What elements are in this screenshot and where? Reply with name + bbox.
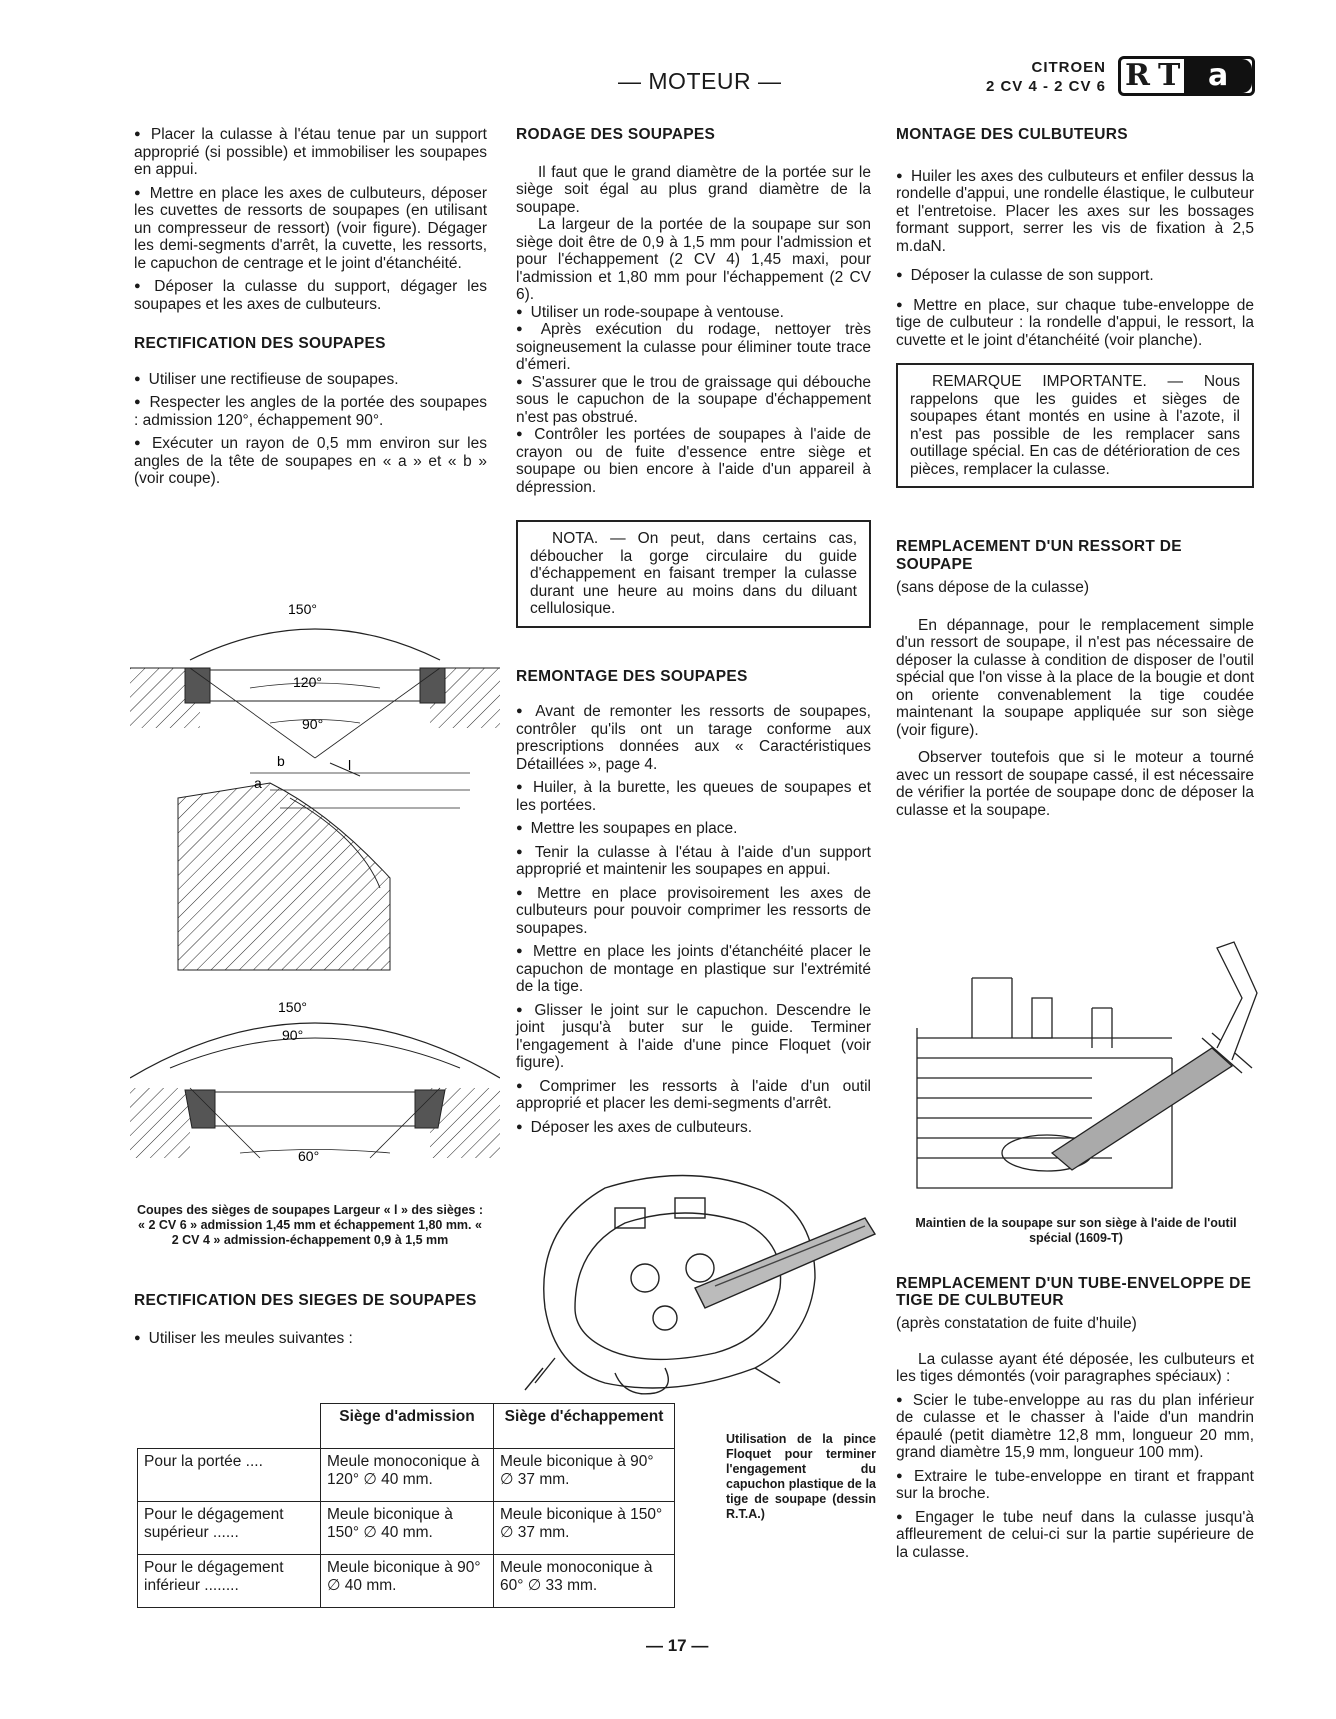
- paragraph: ● Tenir la culasse à l'étau à l'aide d'un support approprié et maintenir les soupapes en appui.: [516, 844, 871, 879]
- logo-letter-a: a: [1184, 59, 1252, 93]
- paragraph: Observer toutefois que si le moteur a tourné avec un ressort de soupape cassé, il est nécessaire de vérifier la portée de soupape donc de déposer la culasse et la soupape.: [896, 749, 1254, 819]
- paragraph: ● Scier le tube-enveloppe au ras du plan inférieur de culasse et le chasser à l'aide d'un mandrin épaulé (petit diamètre 12,8 mm, longueur 20 mm, grand diamètre 15,9 mm, longueur 100 mm).: [896, 1392, 1254, 1462]
- brand-block: [960, 58, 1106, 96]
- outil-special-figure: [912, 938, 1262, 1208]
- heading-rectification-soupapes: RECTIFICATION DES SOUPAPES: [134, 335, 386, 352]
- angle-label: 60°: [298, 1148, 320, 1164]
- table-row-label: Pour la portée ....: [138, 1449, 321, 1502]
- paragraph: ● Huiler, à la burette, les queues de soupapes et les portées.: [516, 779, 871, 814]
- angle-label: 150°: [278, 999, 307, 1015]
- paragraph: En dépannage, pour le remplacement simple d'un ressort de soupape, il n'est pas nécessaire de déposer la culasse à condition de disposer de l'outil spécial que l'on visse à la place de la bougie et dont on oriente convenablement la tige coudée maintenant la soupape appliquée sur son siège (voir figure).: [896, 616, 1254, 739]
- paragraph: ● Exécuter un rayon de 0,5 mm environ sur les angles de la tête de soupapes en « a » et « b » (voir coupe).: [134, 435, 487, 488]
- heading-remplacement-ressort: REMPLACEMENT D'UN RESSORT DE SOUPAPE: [896, 538, 1182, 573]
- paragraph: ● Déposer la culasse de son support.: [896, 267, 1254, 285]
- logo-letter-r: R: [1125, 58, 1150, 93]
- paragraph: ● Huiler les axes des culbuteurs et enfiler dessus la rondelle d'appui, une rondelle élastique, le culbuteur et l'entretoise. Placer les axes sur les bossages formant support, serrer les vis de fixation à 2,5 m.daN.: [896, 168, 1254, 256]
- paragraph: ● Utiliser les meules suivantes :: [134, 1330, 487, 1348]
- table-corner: [138, 1404, 321, 1449]
- table-row: [138, 1555, 675, 1608]
- table-cell: Meule monoconique à 120° ∅ 40 mm.: [321, 1449, 494, 1502]
- meules-table: [137, 1403, 675, 1608]
- paragraph: ● Déposer la culasse du support, dégager les soupapes et les axes de culbuteurs.: [134, 278, 487, 313]
- paragraph: ● Respecter les angles de la portée des soupapes : admission 120°, échappement 90°.: [134, 394, 487, 429]
- detail-label-l: l: [348, 757, 352, 773]
- subheading: (sans dépose de la culasse): [896, 579, 1090, 596]
- paragraph: ● Déposer les axes de culbuteurs.: [516, 1119, 871, 1137]
- nota-box: [516, 520, 871, 628]
- table-header: Siège d'admission: [321, 1404, 494, 1449]
- column-middle: [516, 126, 871, 1142]
- angle-label: 150°: [288, 601, 317, 617]
- heading-rectification-sieges: RECTIFICATION DES SIEGES DE SOUPAPES: [134, 1292, 477, 1309]
- paragraph: ● Mettre en place provisoirement les axes de culbuteurs pour pouvoir comprimer les ressorts de soupapes.: [516, 885, 871, 938]
- rta-logo: [1118, 56, 1255, 96]
- table-cell: Meule biconique à 90° ∅ 37 mm.: [494, 1449, 675, 1502]
- paragraph: ● Avant de remonter les ressorts de soupapes, contrôler qu'ils ont un tarage conforme aux prescriptions données aux « Caractéristiques Détaillées », page 4.: [516, 703, 871, 773]
- section-sieges: [134, 1292, 487, 1353]
- remarque-text: REMARQUE IMPORTANTE. — Nous rappelons que les guides et sièges de soupapes étant montés en usine à l'azote, il n'est pas possible de les remplacer sans outillage spécial. En cas de détérioration de ces pièces, remplacer la culasse.: [910, 373, 1240, 478]
- paragraph: ● Comprimer les ressorts à l'aide d'un outil approprié et placer les demi-segments d'arrêt.: [516, 1078, 871, 1113]
- figure-caption-outil: Maintien de la soupape sur son siège à l'aide de l'outil spécial (1609-T): [915, 1216, 1237, 1245]
- section-top: [130, 601, 500, 758]
- paragraph: ● S'assurer que le trou de graissage qui débouche sous le capuchon de la soupape d'échappement n'est pas obstrué.: [516, 374, 871, 427]
- table-cell: Meule biconique à 150° ∅ 40 mm.: [321, 1502, 494, 1555]
- paragraph: La largeur de la portée de la soupape sur son siège doit être de 0,9 à 1,5 mm pour l'admission et pour l'échappement (2 CV 4) 1,45 maxi, pour l'admission et 1,80 mm pour l'échappement (2 CV 6).: [516, 216, 871, 303]
- heading-remontage: REMONTAGE DES SOUPAPES: [516, 667, 748, 685]
- paragraph: ● Placer la culasse à l'étau tenue par un support approprié (si possible) et immobiliser les soupapes en appui.: [134, 126, 487, 179]
- paragraph: ● Après exécution du rodage, nettoyer très soigneusement la culasse pour éliminer toute trace d'émeri.: [516, 321, 871, 374]
- paragraph: La culasse ayant été déposée, les culbuteurs et les tiges démontés (voir paragraphes spéciaux) :: [896, 1350, 1254, 1385]
- heading-remplacement-tube: REMPLACEMENT D'UN TUBE-ENVELOPPE DE TIGE DE CULBUTEUR: [896, 1275, 1252, 1309]
- page-number: — 17 —: [646, 1636, 709, 1655]
- heading-rodage: RODAGE DES SOUPAPES: [516, 126, 716, 143]
- table-row-label: Pour le dégagement inférieur ........: [138, 1555, 321, 1608]
- section-bottom: [130, 999, 500, 1164]
- table-row-label: Pour le dégagement supérieur ......: [138, 1502, 321, 1555]
- paragraph: ● Extraire le tube-enveloppe en tirant et frappant sur la broche.: [896, 1468, 1254, 1503]
- table-row: [138, 1449, 675, 1502]
- paragraph: ● Utiliser un rode-soupape à ventouse.: [516, 304, 871, 322]
- heading-montage-culbuteurs: MONTAGE DES CULBUTEURS: [896, 126, 1128, 143]
- paragraph: ● Utiliser une rectifieuse de soupapes.: [134, 371, 487, 389]
- table-cell: Meule biconique à 90° ∅ 40 mm.: [321, 1555, 494, 1608]
- logo-letter-t: T: [1157, 58, 1181, 93]
- table-header: Siège d'échappement: [494, 1404, 675, 1449]
- table-header-row: [138, 1404, 675, 1449]
- figure-caption-seats: Coupes des sièges de soupapes Largeur « l » des sièges : « 2 CV 6 » admission 1,45 mm et échappement 1,80 mm. « 2 CV 4 » admission-échappement 0,9 à 1,5 mm: [137, 1203, 483, 1247]
- paragraph: ● Contrôler les portées de soupapes à l'aide de crayon ou de fuite d'essence entre siège et soupape ou bien encore à l'aide d'un appareil à dépression.: [516, 426, 871, 496]
- detail-label-a: a: [254, 775, 262, 791]
- valve-seat-sections-figure: [130, 598, 500, 1168]
- brand-models: 2 CV 4 - 2 CV 6: [985, 78, 1106, 95]
- table-cell: Meule biconique à 150° ∅ 37 mm.: [494, 1502, 675, 1555]
- angle-label: 90°: [282, 1027, 304, 1043]
- section-detail: [178, 753, 470, 970]
- paragraph: ● Engager le tube neuf dans la culasse jusqu'à affleurement de celui-ci sur la partie supérieure de la culasse.: [896, 1509, 1254, 1562]
- pince-floquet-figure: [515, 1168, 885, 1403]
- paragraph: ● Mettre en place les joints d'étanchéité placer le capuchon de montage en plastique sur l'extrémité de la tige.: [516, 943, 871, 996]
- paragraph: ● Glisser le joint sur le capuchon. Descendre le joint jusqu'à buter sur le guide. Terminer l'engagement à l'aide d'une pince Floquet (voir figure).: [516, 1002, 871, 1072]
- table-row: [138, 1502, 675, 1555]
- angle-label: 90°: [302, 716, 324, 732]
- column-left: [134, 126, 487, 494]
- figure-caption-floquet: Utilisation de la pince Floquet pour terminer l'engagement du capuchon plastique de la tige de soupape (dessin R.T.A.): [726, 1432, 876, 1521]
- detail-label-b: b: [277, 753, 285, 769]
- section-title: — MOTEUR —: [618, 68, 782, 94]
- column-right: [896, 126, 1254, 825]
- table-cell: Meule monoconique à 60° ∅ 33 mm.: [494, 1555, 675, 1608]
- paragraph: ● Mettre en place les axes de culbuteurs, déposer les cuvettes de ressorts de soupapes (en utilisant un compresseur de ressort) (voir figure). Dégager les demi-segments d'arrêt, la cuvette, les ressorts, le capuchon de centrage et le joint d'étanchéité.: [134, 185, 487, 273]
- section-tube: [896, 1275, 1254, 1567]
- brand-name: CITROEN: [1031, 59, 1106, 76]
- subheading: (après constatation de fuite d'huile): [896, 1315, 1137, 1332]
- paragraph: ● Mettre en place, sur chaque tube-enveloppe de tige de culbuteur : la rondelle d'appui, le ressort, la cuvette et le joint d'étanchéité (voir planche).: [896, 297, 1254, 350]
- page-header: [0, 56, 1336, 106]
- paragraph: Il faut que le grand diamètre de la portée sur le siège soit égal au plus grand diamètre de la soupape.: [516, 163, 871, 216]
- nota-text: NOTA. — On peut, dans certains cas, déboucher la gorge circulaire du guide d'échappement en faisant tremper la culasse durant une heure au moins dans du diluant cellulosique.: [530, 530, 857, 617]
- angle-label: 120°: [293, 674, 322, 690]
- paragraph: ● Mettre les soupapes en place.: [516, 820, 871, 838]
- remarque-box: [896, 363, 1254, 488]
